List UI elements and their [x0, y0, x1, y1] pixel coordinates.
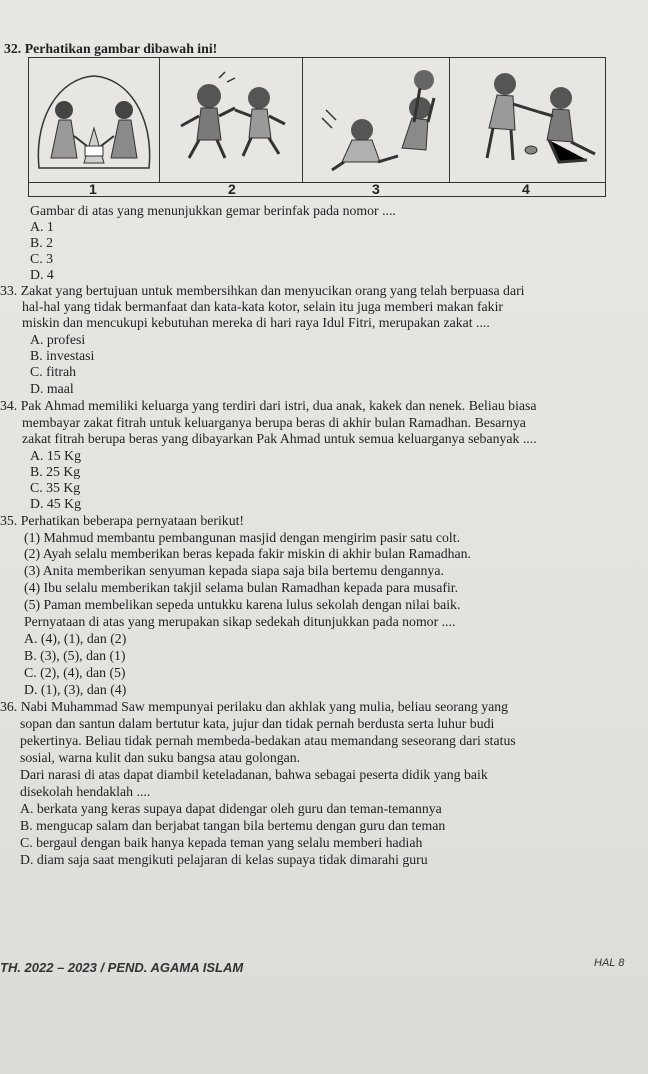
q36-line-1: 36. Nabi Muhammad Saw mempunyai perilaku dan akhlak yang mulia, beliau seorang yang — [0, 699, 509, 714]
panel-label-1: 1 — [89, 181, 97, 197]
q33-option-c: C. fitrah — [30, 364, 76, 379]
q36-option-b: B. mengucap salam dan berjabat tangan bila bertemu dengan guru dan teman — [20, 818, 446, 833]
panel-3-illustration — [302, 58, 450, 182]
q36-option-d: D. diam saja saat mengikuti pelajaran di kelas supaya tidak dimarahi guru — [20, 852, 428, 867]
q34-option-b: B. 25 Kg — [30, 464, 81, 479]
q33-line-2: hal-hal yang tidak bermanfaat dan kata-kata kotor, selain itu juga memberi makan fakir — [22, 299, 503, 314]
q36-option-a: A. berkata yang keras supaya dapat didengar oleh guru dan teman-temannya — [20, 801, 442, 816]
q33-option-b: B. investasi — [30, 348, 95, 363]
q35-statement-1: (1) Mahmud membantu pembangunan masjid dengan mengirim pasir satu colt. — [24, 530, 461, 545]
panel-4-illustration — [449, 58, 606, 182]
q34-line-3: zakat fitrah berupa beras yang dibayarkan Pak Ahmad untuk semua keluarganya sebanyak .... — [22, 431, 537, 446]
q32-question: Gambar di atas yang menunjukkan gemar berinfak pada nomor .... — [30, 203, 396, 218]
q36-line-3: pekertinya. Beliau tidak pernah membeda-bedakan atau memandang seseorang dari status — [20, 733, 516, 748]
q36-line-5: Dari narasi di atas dapat diambil keteladanan, bahwa sebagai peserta didik yang baik — [20, 767, 488, 782]
q36-line-2: sopan dan santun dalam bertutur kata, jujur dan tidak pernah berdusta serta luhur budi — [20, 716, 495, 731]
q35-statement-5: (5) Paman membelikan sepeda untukku karena lulus sekolah dengan nilai baik. — [24, 597, 461, 612]
footer-exam-title: TH. 2022 – 2023 / PEND. AGAMA ISLAM — [0, 960, 244, 975]
panel-2-figure — [159, 58, 302, 182]
q35-option-d: D. (1), (3), dan (4) — [24, 682, 127, 697]
q35-statement-3: (3) Anita memberikan senyuman kepada siapa saja bila bertemu dengannya. — [24, 563, 444, 578]
q33-line-3: miskin dan mencukupi kebutuhan mereka di hari raya Idul Fitri, merupakan zakat .... — [22, 315, 490, 330]
panel-2-illustration — [159, 58, 303, 182]
q35-option-a: A. (4), (1), dan (2) — [24, 631, 127, 646]
q34-option-a: A. 15 Kg — [30, 448, 81, 463]
q34-option-d: D. 45 Kg — [30, 496, 81, 511]
q33-option-d: D. maal — [30, 381, 74, 396]
q33-option-a: A. profesi — [30, 332, 86, 347]
panel-label-4: 4 — [522, 181, 530, 197]
panel-label-3: 3 — [372, 181, 380, 197]
picture-panels — [28, 57, 606, 197]
q35-question: Pernyataan di atas yang merupakan sikap sedekah ditunjukkan pada nomor .... — [24, 614, 456, 629]
q35-statement-2: (2) Ayah selalu memberikan beras kepada fakir miskin di akhir bulan Ramadhan. — [24, 546, 471, 561]
q34-line-2: membayar zakat fitrah untuk keluarganya berupa beras di akhir bulan Ramadhan. Besarnya — [22, 415, 526, 430]
q32-option-c: C. 3 — [30, 251, 53, 266]
q32-option-b: B. 2 — [30, 235, 53, 250]
q35-option-c: C. (2), (4), dan (5) — [24, 665, 126, 680]
q34-option-c: C. 35 Kg — [30, 480, 81, 495]
q36-option-c: C. bergaul dengan baik hanya kepada teman yang selalu memberi hadiah — [20, 835, 423, 850]
q32-stem: 32. Perhatikan gambar dibawah ini! — [4, 41, 218, 56]
q32-option-a: A. 1 — [30, 219, 54, 234]
q32-option-d: D. 4 — [30, 267, 54, 282]
panel-4-figure — [449, 58, 605, 182]
panel-label-2: 2 — [228, 181, 236, 197]
q36-line-6: disekolah hendaklah .... — [20, 784, 151, 799]
q34-line-1: 34. Pak Ahmad memiliki keluarga yang terdiri dari istri, dua anak, kakek dan nenek. Beliau biasa — [0, 398, 537, 413]
footer-page-number: HAL 8 — [594, 957, 625, 969]
q35-stem: 35. Perhatikan beberapa pernyataan berikut! — [0, 513, 245, 528]
q33-line-1: 33. Zakat yang bertujuan untuk membersihkan dan menyucikan orang yang telah berpuasa dari — [0, 283, 525, 298]
q35-statement-4: (4) Ibu selalu memberikan takjil selama bulan Ramadhan kepada para musafir. — [24, 580, 459, 595]
q35-option-b: B. (3), (5), dan (1) — [24, 648, 126, 663]
panel-3-figure — [302, 58, 449, 182]
panel-1-figure — [29, 58, 159, 182]
panel-1-illustration — [29, 58, 160, 182]
panel-number-row — [29, 182, 605, 197]
q36-line-4: sosial, warna kulit dan suku bangsa atau golongan. — [20, 750, 301, 765]
